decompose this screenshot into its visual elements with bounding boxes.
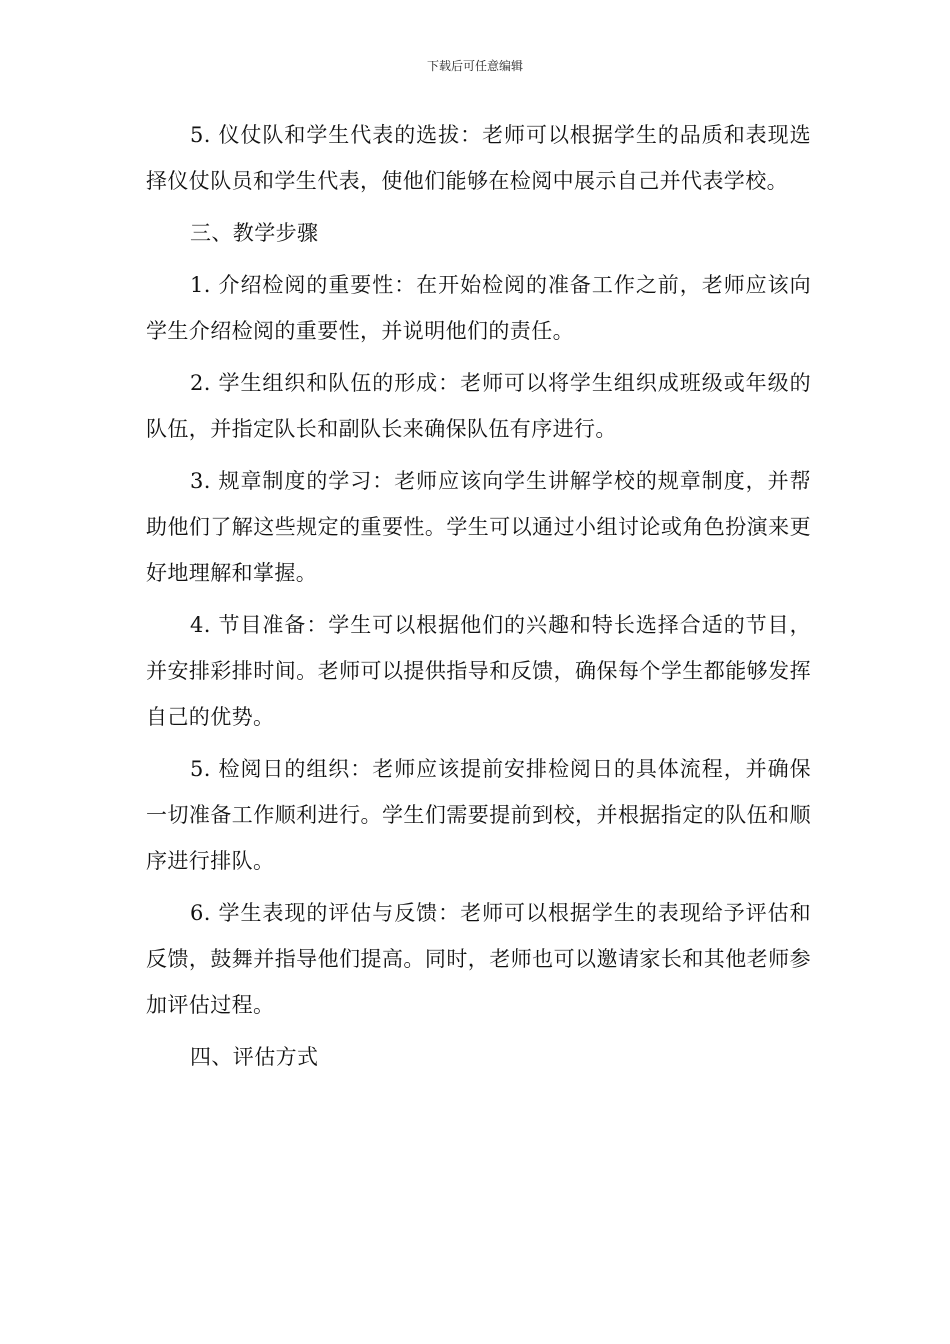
paragraph-step-6: 6. 学生表现的评估与反馈：老师可以根据学生的表现给予评估和反馈，鼓舞并指导他们提高。同时，老师也可以邀请家长和其他老师参加评估过程。: [146, 901, 811, 1017]
paragraph-step-3: 3. 规章制度的学习：老师应该向学生讲解学校的规章制度，并帮助他们了解这些规定的重要性。学生可以通过小组讨论或角色扮演来更好地理解和掌握。: [146, 469, 811, 585]
header-note: 下载后可任意编辑: [426, 59, 523, 73]
paragraph-step-1: 1. 介绍检阅的重要性：在开始检阅的准备工作之前，老师应该向学生介绍检阅的重要性，并说明他们的责任。: [146, 273, 811, 343]
section-heading-evaluation-methods: 四、评估方式: [190, 1045, 319, 1069]
paragraph-selection-of-honor-guard: 5. 仪仗队和学生代表的选拔：老师可以根据学生的品质和表现选择仪仗队员和学生代表，使他们能够在检阅中展示自己并代表学校。: [146, 123, 811, 193]
paragraph-step-2: 2. 学生组织和队伍的形成：老师可以将学生组织成班级或年级的队伍，并指定队长和副队长来确保队伍有序进行。: [146, 371, 811, 441]
section-heading-teaching-steps: 三、教学步骤: [190, 221, 319, 245]
paragraph-step-5: 5. 检阅日的组织：老师应该提前安排检阅日的具体流程，并确保一切准备工作顺利进行。学生们需要提前到校，并根据指定的队伍和顺序进行排队。: [146, 757, 811, 873]
paragraph-step-4: 4. 节目准备：学生可以根据他们的兴趣和特长选择合适的节目，并安排彩排时间。老师可以提供指导和反馈，确保每个学生都能够发挥自己的优势。: [146, 613, 811, 729]
document-body: [146, 112, 811, 1080]
